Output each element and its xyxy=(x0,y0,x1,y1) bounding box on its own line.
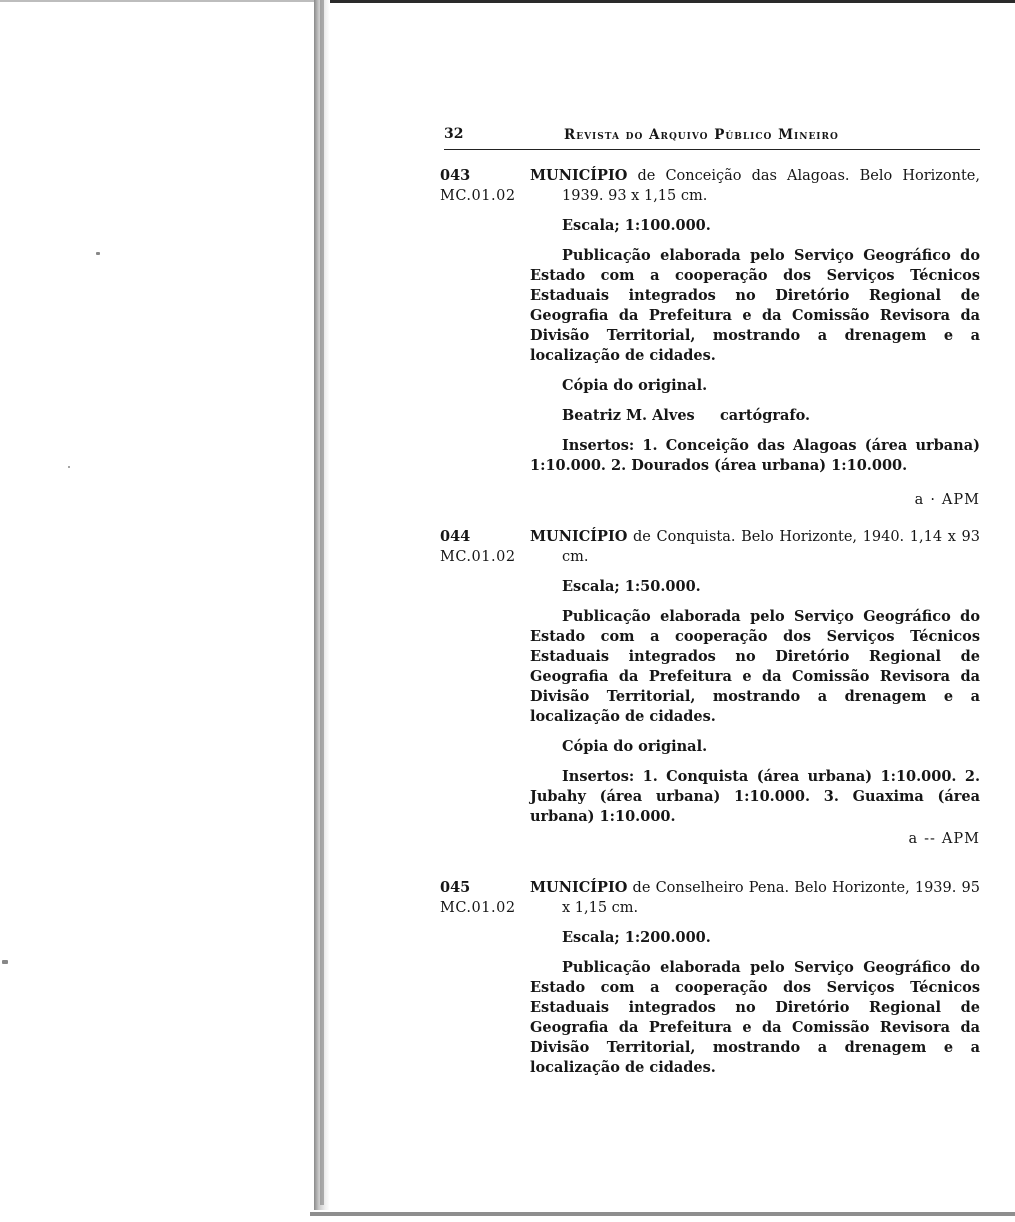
running-head: Revista do Arquivo Público Mineiro xyxy=(564,127,839,143)
ref-separator: -- xyxy=(924,831,936,847)
entry-cartographer: Beatriz M. Alves cartógrafo. xyxy=(562,407,811,424)
entry-inserts: Insertos: 1. Conquista (área urbana) 1:10.000. 2. Jubahy (área urbana) 1:10.000. 3. Guaxima (área urbana) 1:10.000. xyxy=(530,768,980,825)
scan-speck xyxy=(2,960,8,964)
entry-inserts: Insertos: 1. Conceição das Alagoas (área urbana) 1:10.000. 2. Dourados (área urbana) 1:10.000. xyxy=(530,437,980,474)
entry-description: Publicação elaborada pelo Serviço Geográfico do Estado com a cooperação dos Serviços Técnicos Estaduais integrados no Diretório Regional de Geografia da Prefeitura e da Comissão Revisora da Divisão Territorial, mostrando a drenagem e a localização de cidades. xyxy=(530,959,980,1076)
page-top-edge xyxy=(330,0,1015,3)
entry-title xyxy=(530,527,980,567)
entry-code: MC.01.02 xyxy=(440,549,516,565)
entry-title-details: de Conceição das Alagoas. Belo Horizonte, 1939. 93 x 1,15 cm. xyxy=(562,168,980,204)
entry-title-heading: MUNICÍPIO xyxy=(530,167,628,184)
entry-copy: Cópia do original. xyxy=(562,738,708,755)
entry-title xyxy=(530,166,980,206)
entry-body xyxy=(530,166,980,510)
entry-scale: Escala; 1:50.000. xyxy=(562,578,701,595)
entry-reference xyxy=(530,490,980,510)
binding-shadow xyxy=(320,0,324,1205)
page-bottom-edge xyxy=(310,1212,1015,1216)
scan-speck xyxy=(96,252,100,255)
entry-code: MC.01.02 xyxy=(440,188,516,204)
entry-number: 045 xyxy=(440,879,471,896)
entry-title-heading: MUNICÍPIO xyxy=(530,879,628,896)
page-top-edge-left xyxy=(0,0,330,2)
ref-archive: APM xyxy=(941,831,980,847)
entry-scale: Escala; 1:100.000. xyxy=(562,217,711,234)
entry-number: 043 xyxy=(440,167,471,184)
entry-title-details: de Conselheiro Pena. Belo Horizonte, 1939. 95 x 1,15 cm. xyxy=(562,880,980,916)
entry-body xyxy=(530,527,980,849)
entry-number: 044 xyxy=(440,528,471,545)
entry-codes xyxy=(440,166,516,206)
entry-copy: Cópia do original. xyxy=(562,377,708,394)
entry-code: MC.01.02 xyxy=(440,900,516,916)
page-number: 32 xyxy=(444,126,464,142)
entry-codes xyxy=(440,878,516,918)
ref-letter: a xyxy=(914,492,925,508)
ref-letter: a xyxy=(908,831,919,847)
entry-description: Publicação elaborada pelo Serviço Geográfico do Estado com a cooperação dos Serviços Técnicos Estaduais integrados no Diretório Regional de Geografia da Prefeitura e da Comissão Revisora da Divisão Territorial, mostrando a drenagem e a localização de cidades. xyxy=(530,247,980,364)
entry-title-details: de Conquista. Belo Horizonte, 1940. 1,14 x 93 cm. xyxy=(562,529,980,565)
ref-archive: APM xyxy=(941,492,980,508)
entry-title xyxy=(530,878,980,918)
ref-separator: · xyxy=(930,492,936,508)
entry-body xyxy=(530,878,980,1078)
page-header xyxy=(444,123,980,150)
entry-scale: Escala; 1:200.000. xyxy=(562,929,711,946)
scan-speck xyxy=(68,466,70,468)
entry-reference xyxy=(530,829,980,849)
entry-codes xyxy=(440,527,516,567)
entry-title-heading: MUNICÍPIO xyxy=(530,528,628,545)
entry-description: Publicação elaborada pelo Serviço Geográfico do Estado com a cooperação dos Serviços Técnicos Estaduais integrados no Diretório Regional de Geografia da Prefeitura e da Comissão Revisora da Divisão Territorial, mostrando a drenagem e a localização de cidades. xyxy=(530,608,980,725)
